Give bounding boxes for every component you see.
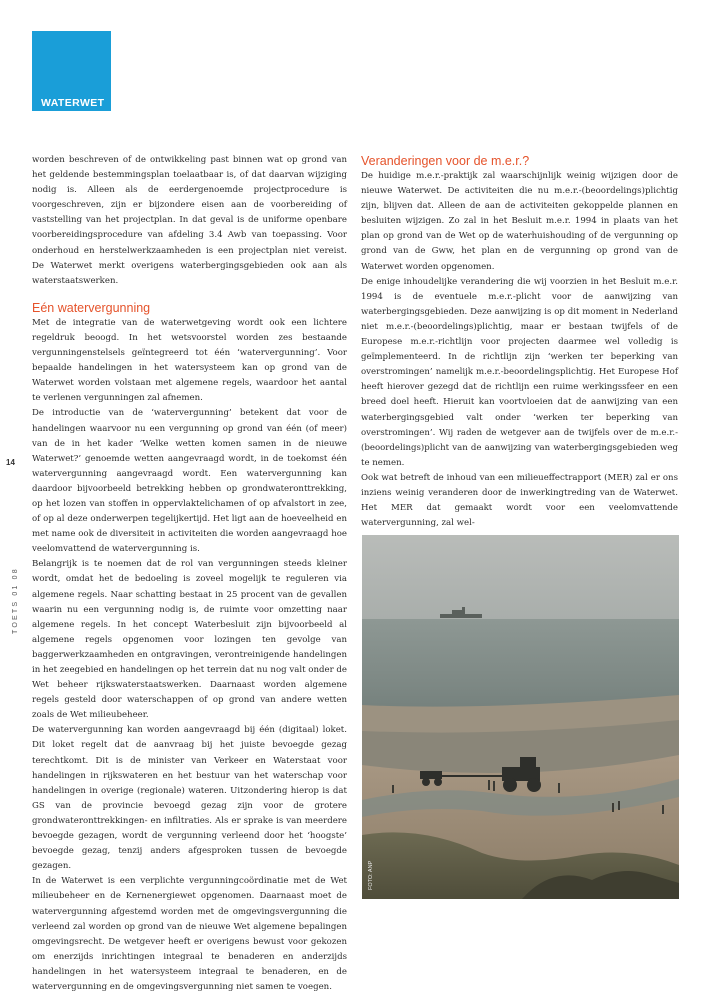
section-badge	[32, 31, 111, 111]
paragraph: worden beschreven of de ontwikkeling past binnen wat op grond van het geldende bestemmingsplan toelaatbaar is, of dat daarvan wijziging nodig is. Alleen als de eerdergenoemde projectprocedure is voorgeschreven, zijn er bijzondere eisen aan de voorbereiding of vaststelling van het projectplan. In dat geval is de uniforme openbare voorbereidingsprocedure van afdeling 3.4 Awb van toepassing. Voor onderhoud en herstelwerkzaamheden is een projectplan niet vereist. De Waterwet merkt overigens waterbergingsgebieden ook aan als waterstaatswerken.	[32, 155, 347, 286]
paragraph: De watervergunning kan worden aangevraagd bij één (digitaal) loket. Dit loket regelt dat de aanvraag bij het juiste bevoegde gezag terechtkomt. Dit is de minister van Verkeer en Waterstaat voor handelingen in rijkswateren en het bestuur van het waterschap voor handelingen in overige (regionale) wateren. Uitzondering hierop is dat GS van de provincie bevoegd gezag zijn voor de grotere grondwateronttrekkingen- en infiltraties. Als er sprake is van meerdere bevoegde gezagen, wordt de vergunning verleend door het ‘hoogste’ bevoegde gezag, tenzij anders afgesproken tussen de bevoegde gezagen.	[32, 725, 347, 872]
right-column	[361, 153, 678, 531]
left-column	[32, 153, 347, 995]
beach-photo	[362, 535, 679, 899]
journal-label: TOETS 01 08	[12, 567, 19, 634]
paragraph: Met de integratie van de waterwetgeving wordt ook een lichtere regeldruk beoogd. In het wetsvoorstel worden zes bestaande vergunningenstelsels geïntegreerd tot één ‘watervergunning’. Voor bepaalde handelingen in het watersysteem kan op grond van de Waterwet worden volstaan met algemene regels, waardoor het aantal te verlenen vergunningen zal afnemen.	[32, 317, 347, 404]
section-label: WATERWET	[41, 97, 105, 109]
photo-credit: FOTO: ANP	[368, 860, 374, 890]
paragraph: De enige inhoudelijke verandering die wij voorzien in het Besluit m.e.r. 1994 is de eventuele m.e.r.-plicht voor de aanwijzing van waterbergingsgebieden. Deze aanwijzing is op dit moment in Nederland niet m.e.r.-(beoordelings)plichtig, maar er bestaan twijfels of de Europese m.e.r.-richtlijn voor projecten daarmee wel volledig is geïmplementeerd. In de richtlijn zijn ‘werken ter beperking van overstromingen’ namelijk m.e.r.-beoordelingsplichtig. Het Europese Hof heeft hierover gezegd dat de richtlijn een ruime werkingssfeer en een breed doel heeft. Hieruit kan voortvloeien dat de aanwijzing van een waterbergingsgebied valt onder ‘werken ter beperking van overstromingen’. Wij raden de wetgever aan de twijfels over de m.e.r.-(beoordelings)plicht van de aanwijzing van waterbergingsgebieden weg te nemen.	[361, 276, 678, 468]
section-heading: Veranderingen voor de m.e.r.?	[361, 154, 530, 168]
paragraph: In de Waterwet is een verplichte vergunningcoördinatie met de Wet milieubeheer en de Kernenergiewet opgenomen. Daarnaast moet de watervergunning afgestemd worden met de omgevingsvergunning die verleend zal worden op grond van de nieuwe Wet algemene bepalingen omgevingsrecht. De wetgever heeft er overigens bewust voor gekozen om enerzijds inrichtingen integraal te benaderen en anderzijds handelingen in het watersysteem integraal te benaderen, en de watervergunning en de omgevingsvergunning niet samen te voegen.	[32, 876, 347, 992]
paragraph: Ook wat betreft de inhoud van een milieueffectrapport (MER) zal er ons inziens weinig veranderen door de inwerkingtreding van de Waterwet. Het MER dat gemaakt wordt voor een veelomvattende watervergunning, zal wel-	[361, 472, 678, 529]
paragraph: De introductie van de ‘watervergunning’ betekent dat voor de handelingen waarvoor nu een vergunning op grond van één (of meer) van de in het kader ‘Welke wetten komen samen in de nieuwe Waterwet?’ genoemde wetten aangevraagd wordt, in de toekomst één watervergunning aangevraagd wordt. Een watervergunning kan daardoor bijvoorbeeld betrekking hebben op grondwateronttrekking, op het lozen van stoffen in oppervlaktelichamen of op afvalstort in zee, of op al deze onderwerpen tegelijkertijd. Het ligt aan de hoeveelheid en met name ook de diversiteit in activiteiten die worden aangevraagd hoe veelomvattend de watervergunning is.	[32, 408, 347, 555]
paragraph: De huidige m.e.r.-praktijk zal waarschijnlijk weinig wijzigen door de nieuwe Waterwet. De activiteiten die nu m.e.r.-(beoordelings)plichtig zijn, blijven dat. Alleen de aan de activiteiten gekoppelde plannen en besluiten wijzigen. Zo zal in het Besluit m.e.r. 1994 in plaats van het plan op grond van de Wet op de waterhuishouding of de vergunning op grond van de Gww, het plan en de vergunning op grond van de Waterwet worden opgenomen.	[361, 171, 678, 272]
page-number: 14	[6, 458, 15, 467]
section-heading: Eén watervergunning	[32, 300, 151, 315]
paragraph: Belangrijk is te noemen dat de rol van vergunningen steeds kleiner wordt, omdat het de bedoeling is zoveel mogelijk te reguleren via algemene regels. Naar schatting bestaat in 25 procent van de gevallen waarin nu een vergunning nodig is, de ruimte voor omzetting naar algemene regels. In het concept Waterbesluit zijn bijvoorbeeld al algemene regels opgenomen voor lozingen ten gevolge van baggerwerkzaamheden en ontgravingen, verontreinigende handelingen in het zeegebied en handelingen op het terrein dat nu nog valt onder de Wet beheer rijkswaterstaatswerken. Daarnaast worden algemene regels gesteld door waterschappen of op grond van andere wetten zoals de Wet milieubeheer.	[32, 559, 347, 721]
